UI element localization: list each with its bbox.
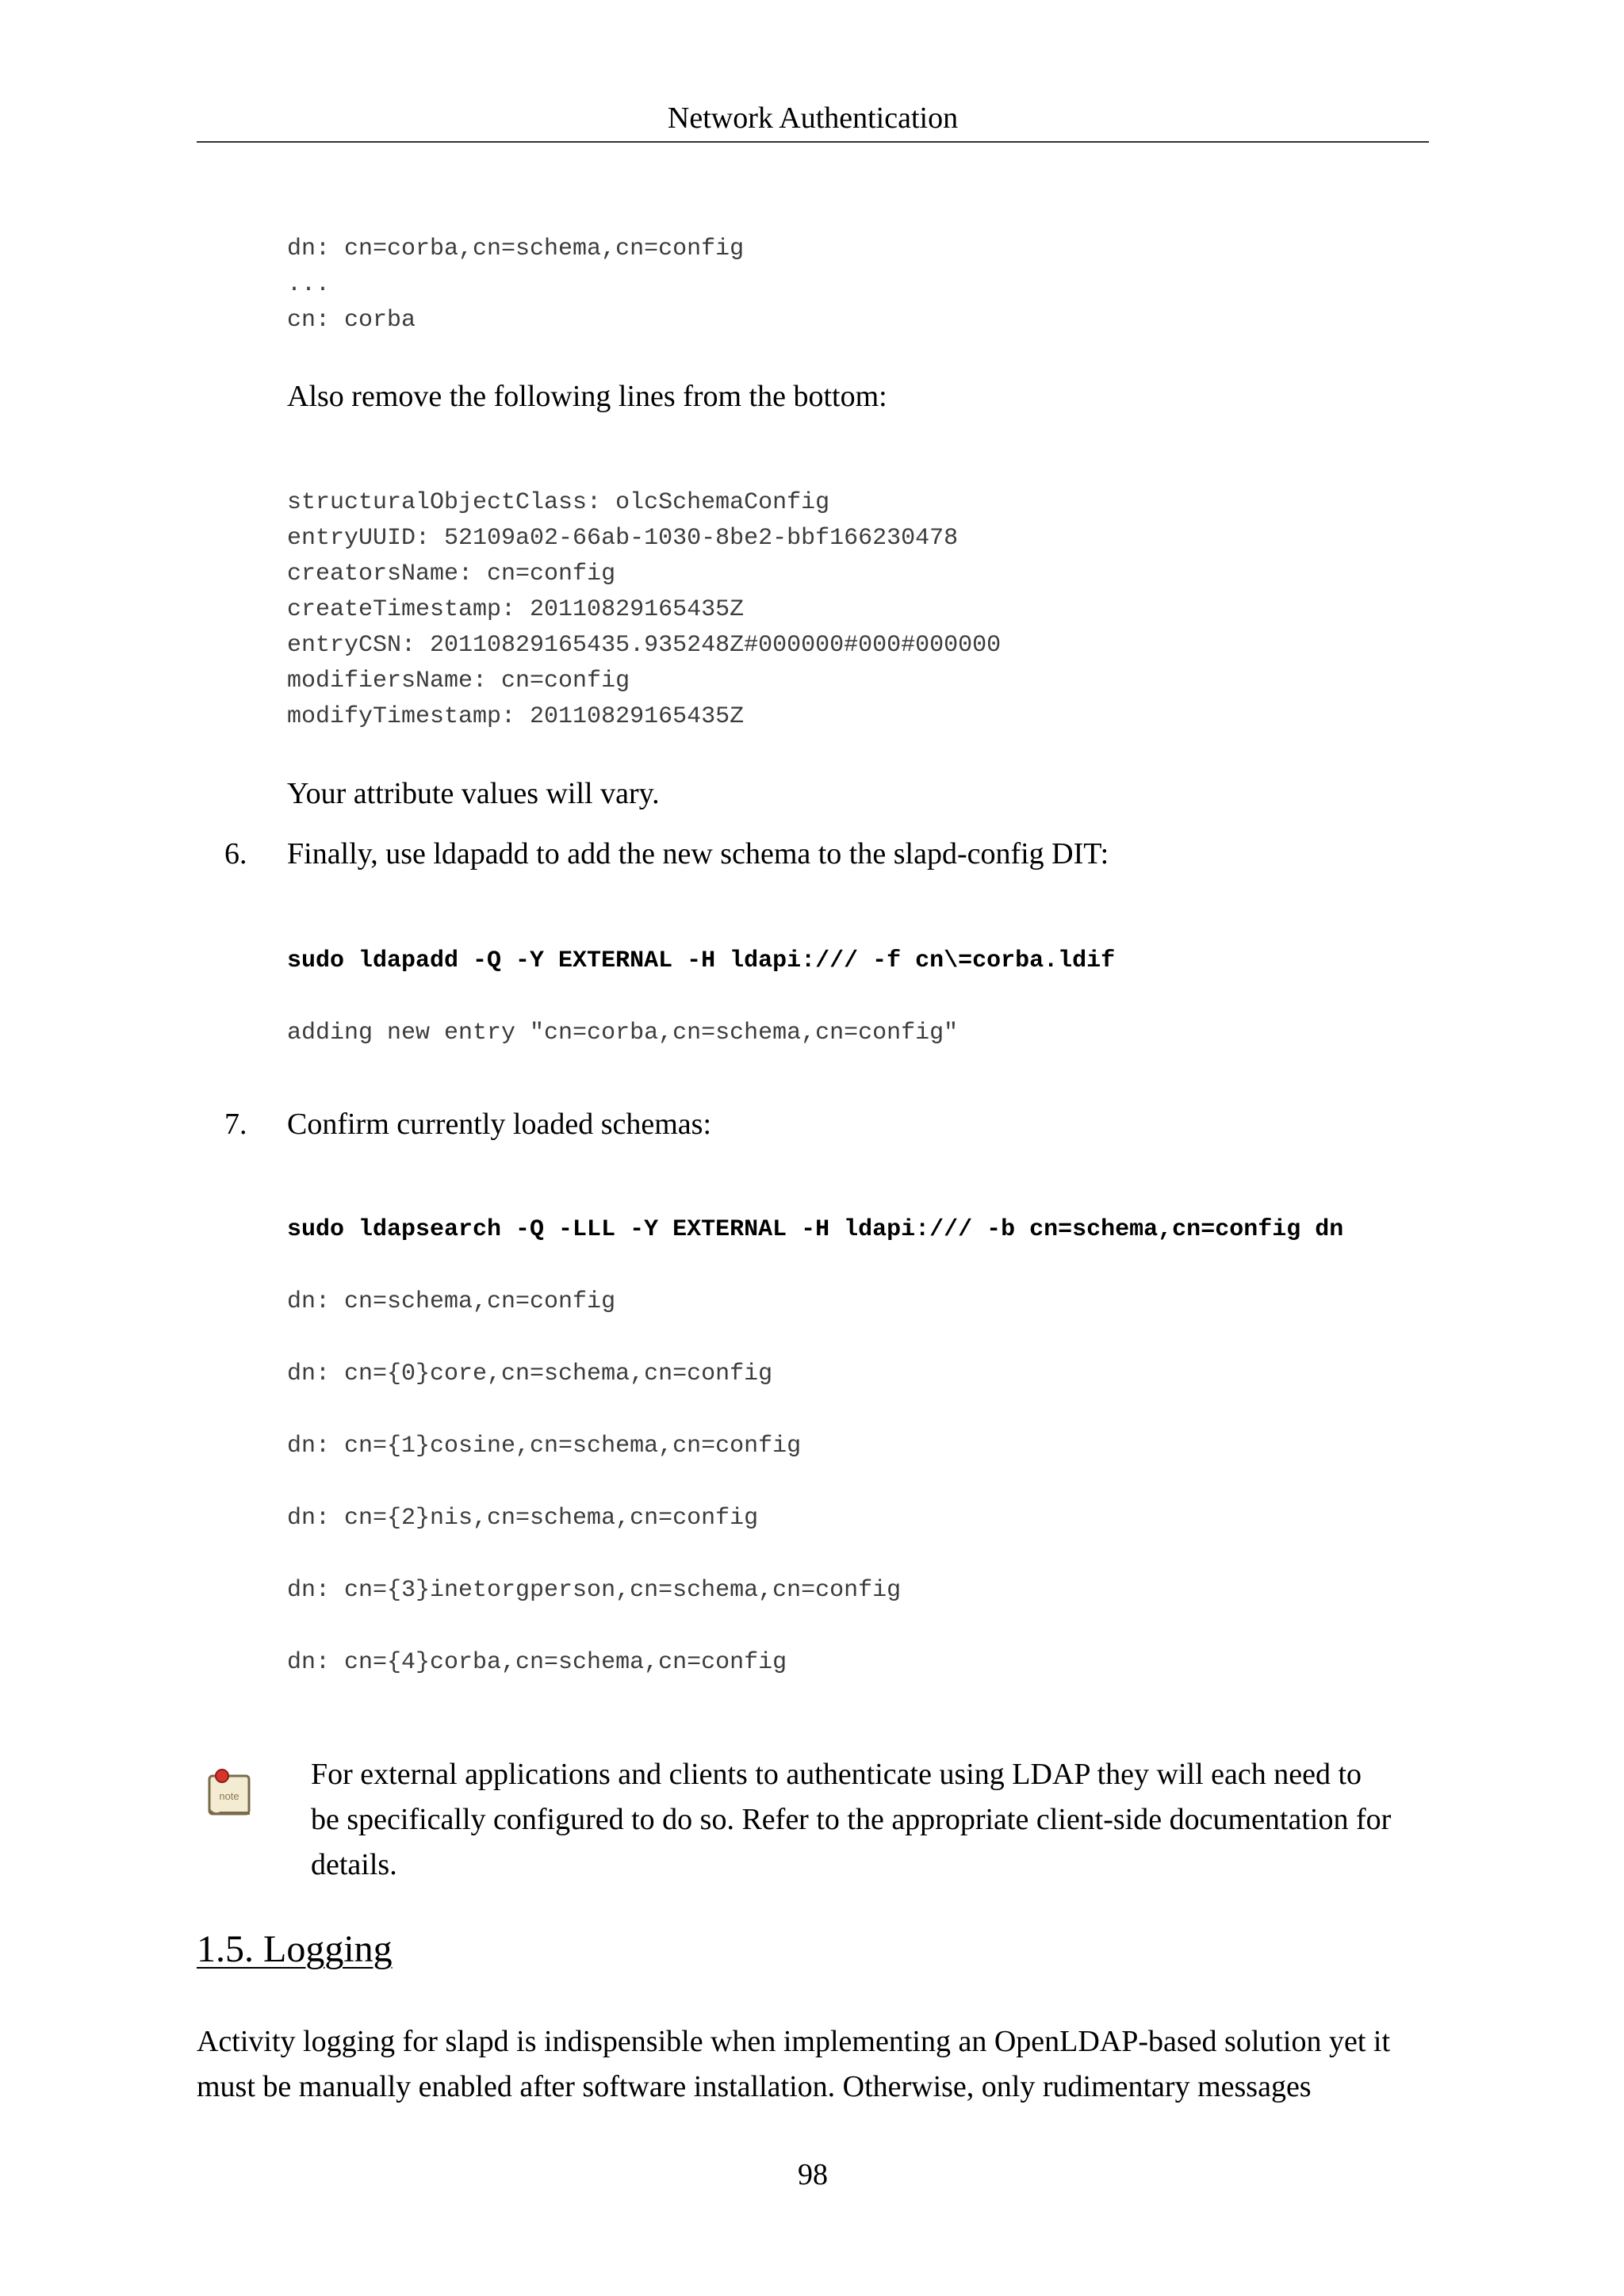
note-text: For external applications and clients to authenticate using LDAP they will each need to be specifically configured to do so. Refer to the appropriate client-side documentation for details. (311, 1758, 1392, 1881)
section-heading[interactable]: 1.5. Logging (197, 1928, 393, 1970)
note-icon (206, 1766, 254, 1819)
note-icon-label: note (219, 1790, 239, 1802)
code-line: creatorsName: cn=config (287, 561, 616, 587)
schema-output-line: dn: cn=schema,cn=config (287, 1288, 616, 1315)
schema-output-line: dn: cn={3}inetorgperson,cn=schema,cn=config (287, 1577, 902, 1604)
step-6-output: adding new entry "cn=corba,cn=schema,cn=config" (287, 1020, 959, 1047)
page-number: 98 (798, 2158, 828, 2191)
code-line: cn: corba (287, 307, 416, 334)
step-6-command: sudo ldapadd -Q -Y EXTERNAL -H ldapi:/// -f cn\=corba.ldif (287, 947, 1116, 974)
step-6-number: 6. (224, 837, 247, 871)
logging-paragraph: Activity logging for slapd is indispensible when implementing an OpenLDAP-based solution yet it must be manually enabled after software installation. Otherwise, only rudimentary messages (197, 2025, 1391, 2103)
code-line: entryCSN: 20110829165435.935248Z#000000#000#000000 (287, 632, 1002, 659)
remove-instruction: Also remove the following lines from the bottom: (287, 380, 887, 413)
header-rule (197, 141, 1429, 143)
schema-output-line: dn: cn={2}nis,cn=schema,cn=config (287, 1505, 759, 1532)
step-7-command: sudo ldapsearch -Q -LLL -Y EXTERNAL -H ldapi:/// -b cn=schema,cn=config dn (287, 1216, 1344, 1243)
schema-output-line: dn: cn={0}core,cn=schema,cn=config (287, 1360, 773, 1387)
schema-output-line: dn: cn={4}corba,cn=schema,cn=config (287, 1649, 787, 1676)
code-line: modifiersName: cn=config (287, 668, 630, 695)
code-line: createTimestamp: 20110829165435Z (287, 596, 745, 623)
running-header: Network Authentication (667, 101, 959, 135)
step-6-text: Finally, use ldapadd to add the new schema to the slapd-config DIT: (287, 837, 1109, 871)
schema-output-line: dn: cn={1}cosine,cn=schema,cn=config (287, 1433, 802, 1460)
code-line: entryUUID: 52109a02-66ab-1030-8be2-bbf166230478 (287, 525, 959, 552)
code-line: structuralObjectClass: olcSchemaConfig (287, 489, 830, 516)
vary-note: Your attribute values will vary. (287, 777, 660, 810)
step-7-number: 7. (224, 1108, 247, 1141)
code-line: modifyTimestamp: 20110829165435Z (287, 703, 745, 730)
step-7-text: Confirm currently loaded schemas: (287, 1108, 712, 1141)
code-line: dn: cn=corba,cn=schema,cn=config (287, 235, 745, 262)
code-line: ... (287, 271, 331, 298)
